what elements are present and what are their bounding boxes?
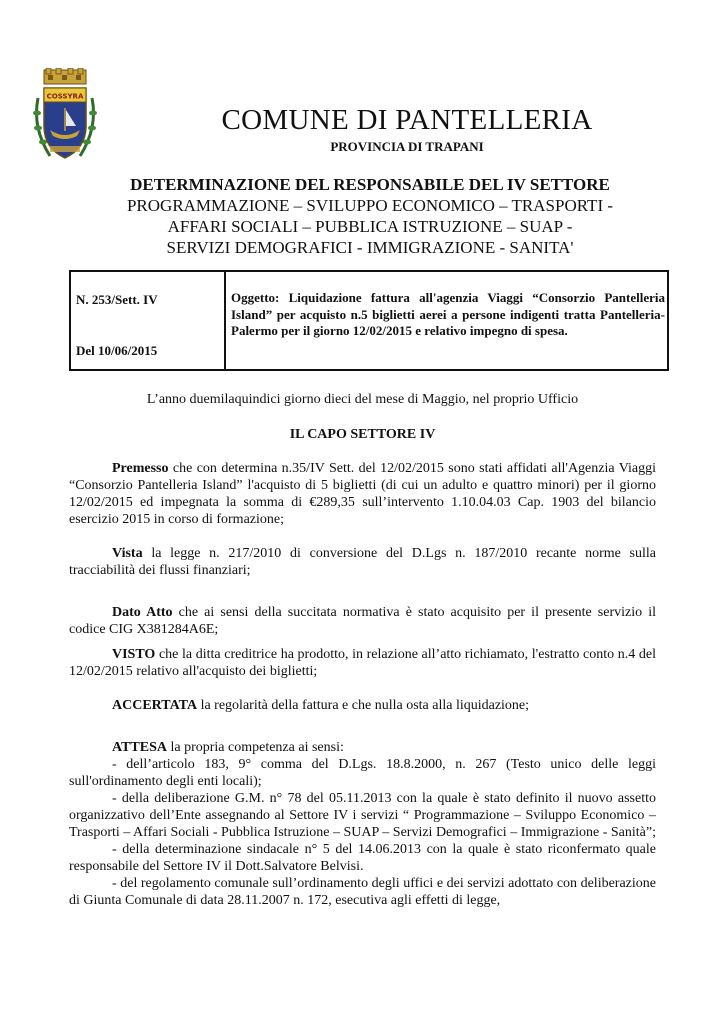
- reference-left-cell: [71, 272, 226, 369]
- reference-number: N. 253/Sett. IV: [76, 292, 158, 307]
- vista-text: la legge n. 217/2010 di conversione del D.Lgs n. 187/2010 recante norme sulla tracciabilità dei flussi finanziari;: [69, 546, 656, 578]
- accertata-label: ACCERTATA: [112, 698, 198, 713]
- heading-line: PROGRAMMAZIONE – SVILUPPO ECONOMICO – TRASPORTI -: [126, 196, 614, 215]
- visto-paragraph: [69, 646, 656, 680]
- visto-text: che la ditta creditrice ha prodotto, in relazione all’atto richiamato, l'estratto conto n.4 del 12/02/2015 relativo all'acquisto dei biglietti;: [69, 647, 656, 679]
- vista-label: Vista: [112, 546, 143, 561]
- accertata-paragraph: [69, 697, 656, 714]
- attesa-paragraph: [69, 739, 656, 756]
- page-title: COMUNE DI PANTELLERIA: [221, 104, 593, 136]
- dato-atto-paragraph: [69, 604, 656, 638]
- accertata-text: la regolarità della fattura e che nulla osta alla liquidazione;: [197, 698, 530, 713]
- reference-date: Del 10/06/2015: [76, 343, 158, 358]
- attesa-text: la propria competenza ai sensi:: [166, 740, 344, 755]
- premesso-text: che con determina n.35/IV Sett. del 12/02/2015 sono stati affidati all'Agenzia Viaggi “Consorzio Pantelleria Island” l'acquisto di 5 biglietti (di cui un adulto e quattro minori) per il giorno 12/02/2015 ed impegnata la somma di €289,35 sull’intervento 1.10.04.03 Cap. 1903 del bilancio esercizio 2015 in corso di formazione;: [69, 461, 656, 527]
- dato-atto-text: che ai sensi della succitata normativa è stato acquisito per il presente servizio il codice CIG X381284A6E;: [69, 605, 656, 637]
- list-item: - dell’articolo 183, 9° comma del D.Lgs. 18.8.2000, n. 267 (Testo unico delle leggi sull'ordinamento degli enti locali);: [69, 757, 656, 789]
- heading-line: SERVIZI DEMOGRAFICI - IMMIGRAZIONE - SANITA': [166, 238, 574, 257]
- premesso-paragraph: [69, 460, 656, 528]
- list-item: - del regolamento comunale sull’ordinamento degli uffici e dei servizi adottato con deliberazione di Giunta Comunale di data 28.11.2007 n. 172, esecutiva agli effetti di legge,: [69, 876, 656, 908]
- visto-label: VISTO: [112, 647, 156, 662]
- list-item: - della deliberazione G.M. n° 78 del 05.11.2013 con la quale è stato definito il nuovo assetto organizzativo dell’Ente assegnando al Settore IV i servizi “ Programmazione – Sviluppo Economico – Trasporti – Affari Sociali - Pubblica Istruzione – SUAP – Servizi Demografici – Immigrazione - Sanità”;: [69, 791, 656, 840]
- attesa-label: ATTESA: [112, 740, 167, 755]
- heading-bold: DETERMINAZIONE DEL RESPONSABILE DEL IV SETTORE: [130, 175, 610, 194]
- heading-line: AFFARI SOCIALI – PUBBLICA ISTRUZIONE – SUAP -: [167, 217, 573, 236]
- determination-heading: [70, 174, 670, 258]
- intro-paragraph: L’anno duemilaquindici giorno dieci del mese di Maggio, nel proprio Ufficio: [146, 392, 579, 407]
- province-subtitle: PROVINCIA DI TRAPANI: [330, 139, 484, 154]
- premesso-label: Premesso: [112, 461, 169, 476]
- list-item: - della determinazione sindacale n° 5 del 14.06.2013 con la quale è stato riconfermato quale responsabile del Settore IV il Dott.Salvatore Belvisi.: [69, 842, 656, 874]
- dato-atto-label: Dato Atto: [112, 605, 173, 620]
- svg-text:COSSYRA: COSSYRA: [46, 92, 84, 101]
- document-body: [69, 391, 656, 909]
- reference-subject: Oggetto: Liquidazione fattura all'agenzia Viaggi “Consorzio Pantelleria Island” per acquisto n.5 biglietti aerei a persone indigenti tratta Pantelleria-Palermo per il giorno 12/02/2015 e relativo impegno di spesa.: [231, 290, 665, 338]
- reference-box: [69, 270, 669, 371]
- vista-paragraph: [69, 545, 656, 579]
- section-heading: IL CAPO SETTORE IV: [289, 427, 436, 442]
